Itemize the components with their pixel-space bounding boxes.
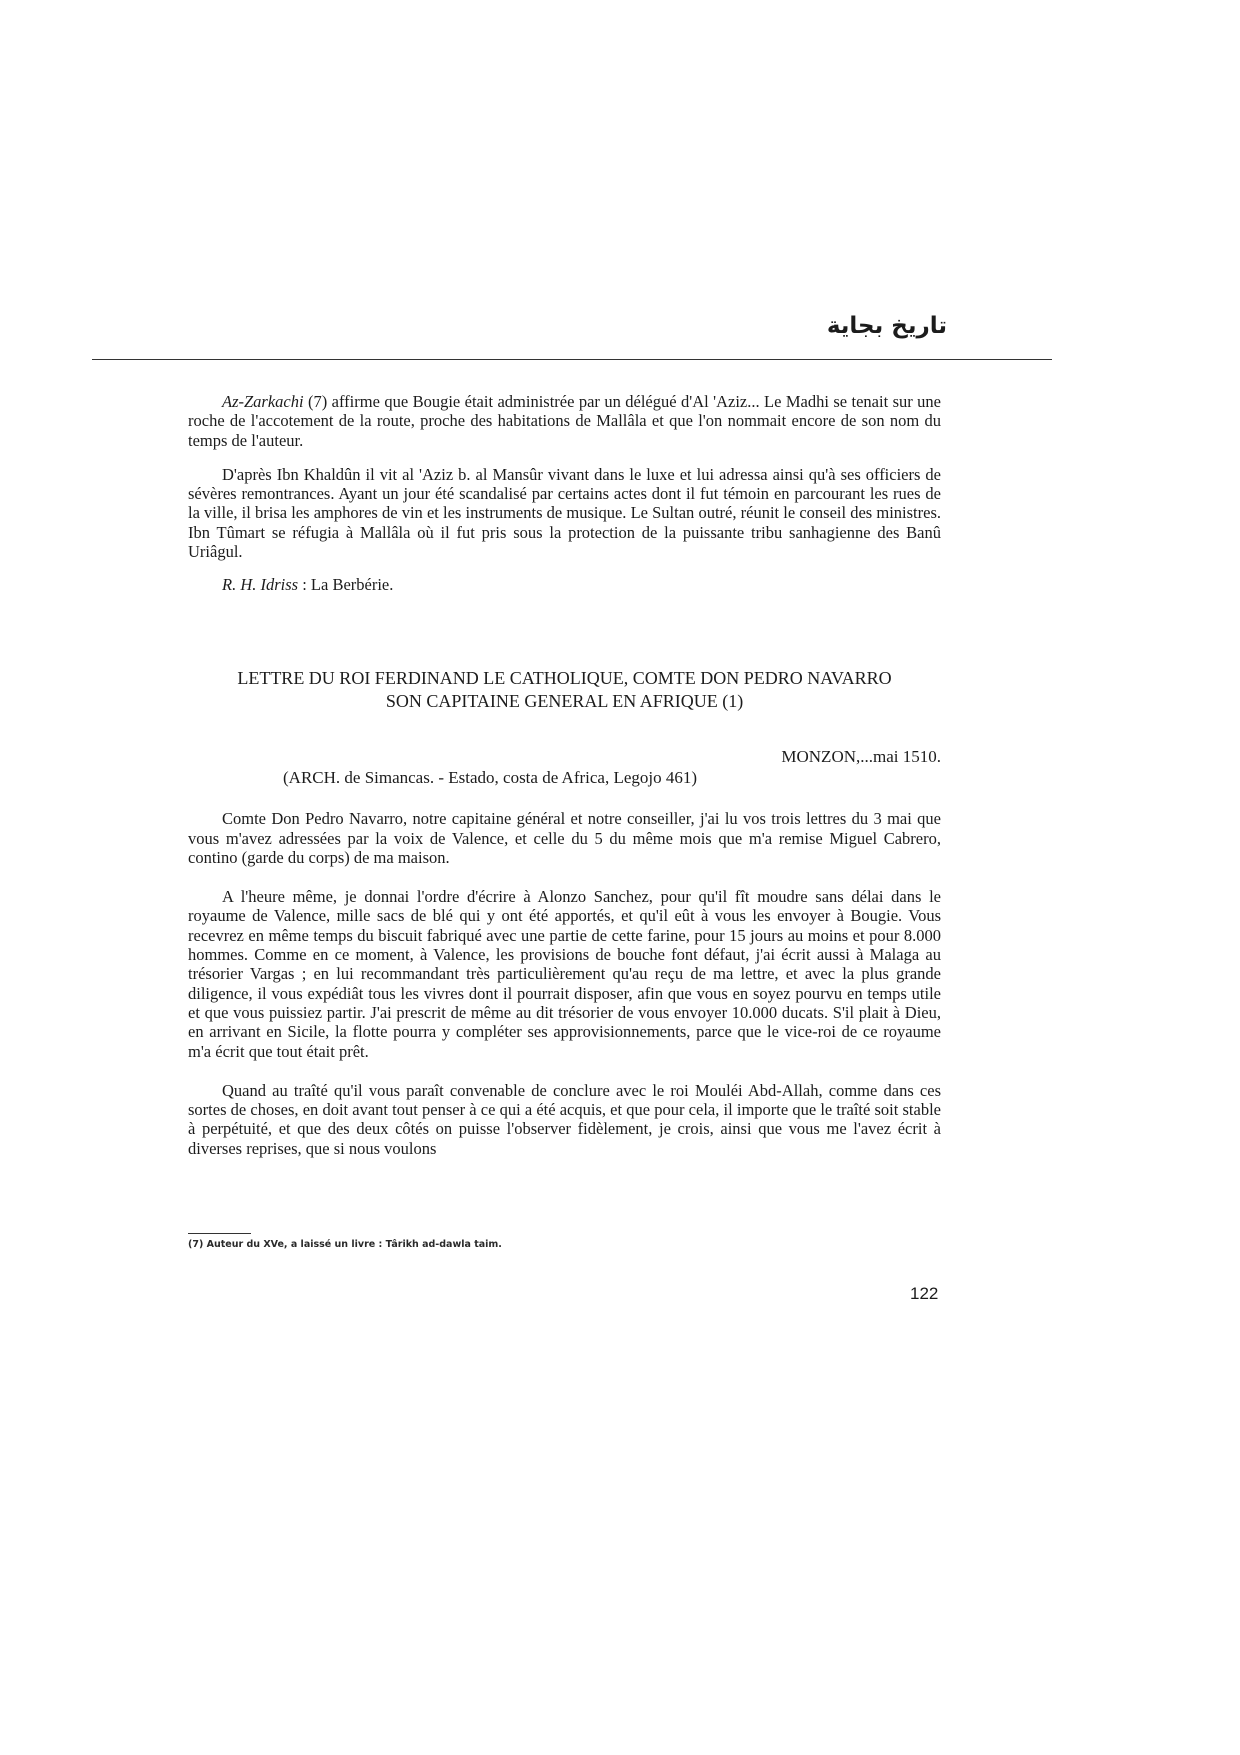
letter-paragraph-1: Comte Don Pedro Navarro, notre capitaine général et notre conseiller, j'ai lu vos trois lettres du 3 mai que vous m'avez adressées par la voix de Valence, et celle du 5 du même mois que m'a remise Miguel Cabrero, contino (garde du corps) de ma maison. — [188, 809, 941, 867]
paragraph-ibn-khaldun: D'après Ibn Khaldûn il vit al 'Aziz b. al Mansûr vivant dans le luxe et lui adressa ainsi qu'à ses officiers de sévères remontrances. Ayant un jour été scandalisé par certains actes dont il fut témoin en parcourant les rues de la ville, il brisa les amphores de vin et les instruments de musique. Le Sultan outré, réunit le conseil des ministres. Ibn Tûmart se réfugia à Mallâla où il fut pris sous la protection de la puissante tribu sanhagienne des Banû Uriâgul. — [188, 464, 941, 562]
footnote-7: (7) Auteur du XVe, a laissé un livre : Târikh ad-dawla taim. — [188, 1239, 502, 1250]
letter-paragraph-2: A l'heure même, je donnai l'ordre d'écrire à Alonzo Sanchez, pour qu'il fît moudre sans délai dans le royaume de Valence, mille sacs de blé qui y ont été apportés, et qu'il eût à vous les envoyer à Bougie. Vous recevrez en même temps du biscuit fabriqué avec une partie de cette farine, pour 15 jours au moins et pour 8.000 hommes. Comme en ce moment, à Valence, les provisions de bouche font défaut, j'ai écrit aussi à Malaga au trésorier Vargas ; en lui recommandant très particulièrement qu'au reçu de ma lettre, et avec la plus grande diligence, il vous expédiât tous les vivres dont il pourrait disposer, afin que vous en soyez pourvu en temps utile et que vous puissiez partir. J'ai prescrit de même au dit trésorier de vous envoyer 10.000 ducats. S'il plait à Dieu, en arrivant en Sicile, la flotte pourra y compléter ses approvisionnements, parce que le vice-roi de ce royaume m'a écrit que tout était prêt. — [188, 887, 941, 1061]
header-rule — [92, 359, 1052, 360]
letter-title-line-2: SON CAPITAINE GENERAL EN AFRIQUE (1) — [385, 690, 744, 711]
letter-paragraph-3: Quand au traîté qu'il vous paraît convenable de conclure avec le roi Mouléi Abd-Allah, comme dans ces sortes de choses, en doit avant tout penser à ce qui a été acquis, et que pour cela, il importe que le traîté soit stable à perpétuité, et que des deux côtés on puisse l'observer fidèlement, je crois, ainsi que vous me l'avez écrit à diverses reprises, que si nous voulons — [188, 1080, 941, 1158]
reference-idriss — [188, 575, 941, 594]
letter-date: MONZON,...mai 1510. — [781, 746, 941, 766]
reference-author: R. H. Idriss — [222, 575, 299, 595]
page-number: 122 — [910, 1284, 939, 1303]
letter-title — [188, 667, 941, 713]
letter-archive-source: (ARCH. de Simancas. - Estado, costa de Africa, Legojo 461) — [283, 767, 698, 787]
paragraph-zarkachi-text: (7) affirme que Bougie était administrée par un délégué d'Al 'Aziz... Le Madhi se tenait sur une roche de l'accotement de la route, proche des habitations de Mallâla et que l'on nommait encore de son nom du temps de l'auteur. — [188, 392, 941, 450]
reference-title: : La Berbérie. — [298, 575, 394, 595]
paragraph-zarkachi — [188, 392, 941, 450]
author-zarkachi: Az-Zarkachi — [222, 392, 304, 411]
footnote-rule — [188, 1233, 251, 1234]
page-body — [188, 392, 941, 1158]
letter-title-line-1: LETTRE DU ROI FERDINAND LE CATHOLIQUE, COMTE DON PEDRO NAVARRO — [237, 667, 892, 688]
running-header-arabic: تاريخ بجاية — [826, 313, 947, 339]
